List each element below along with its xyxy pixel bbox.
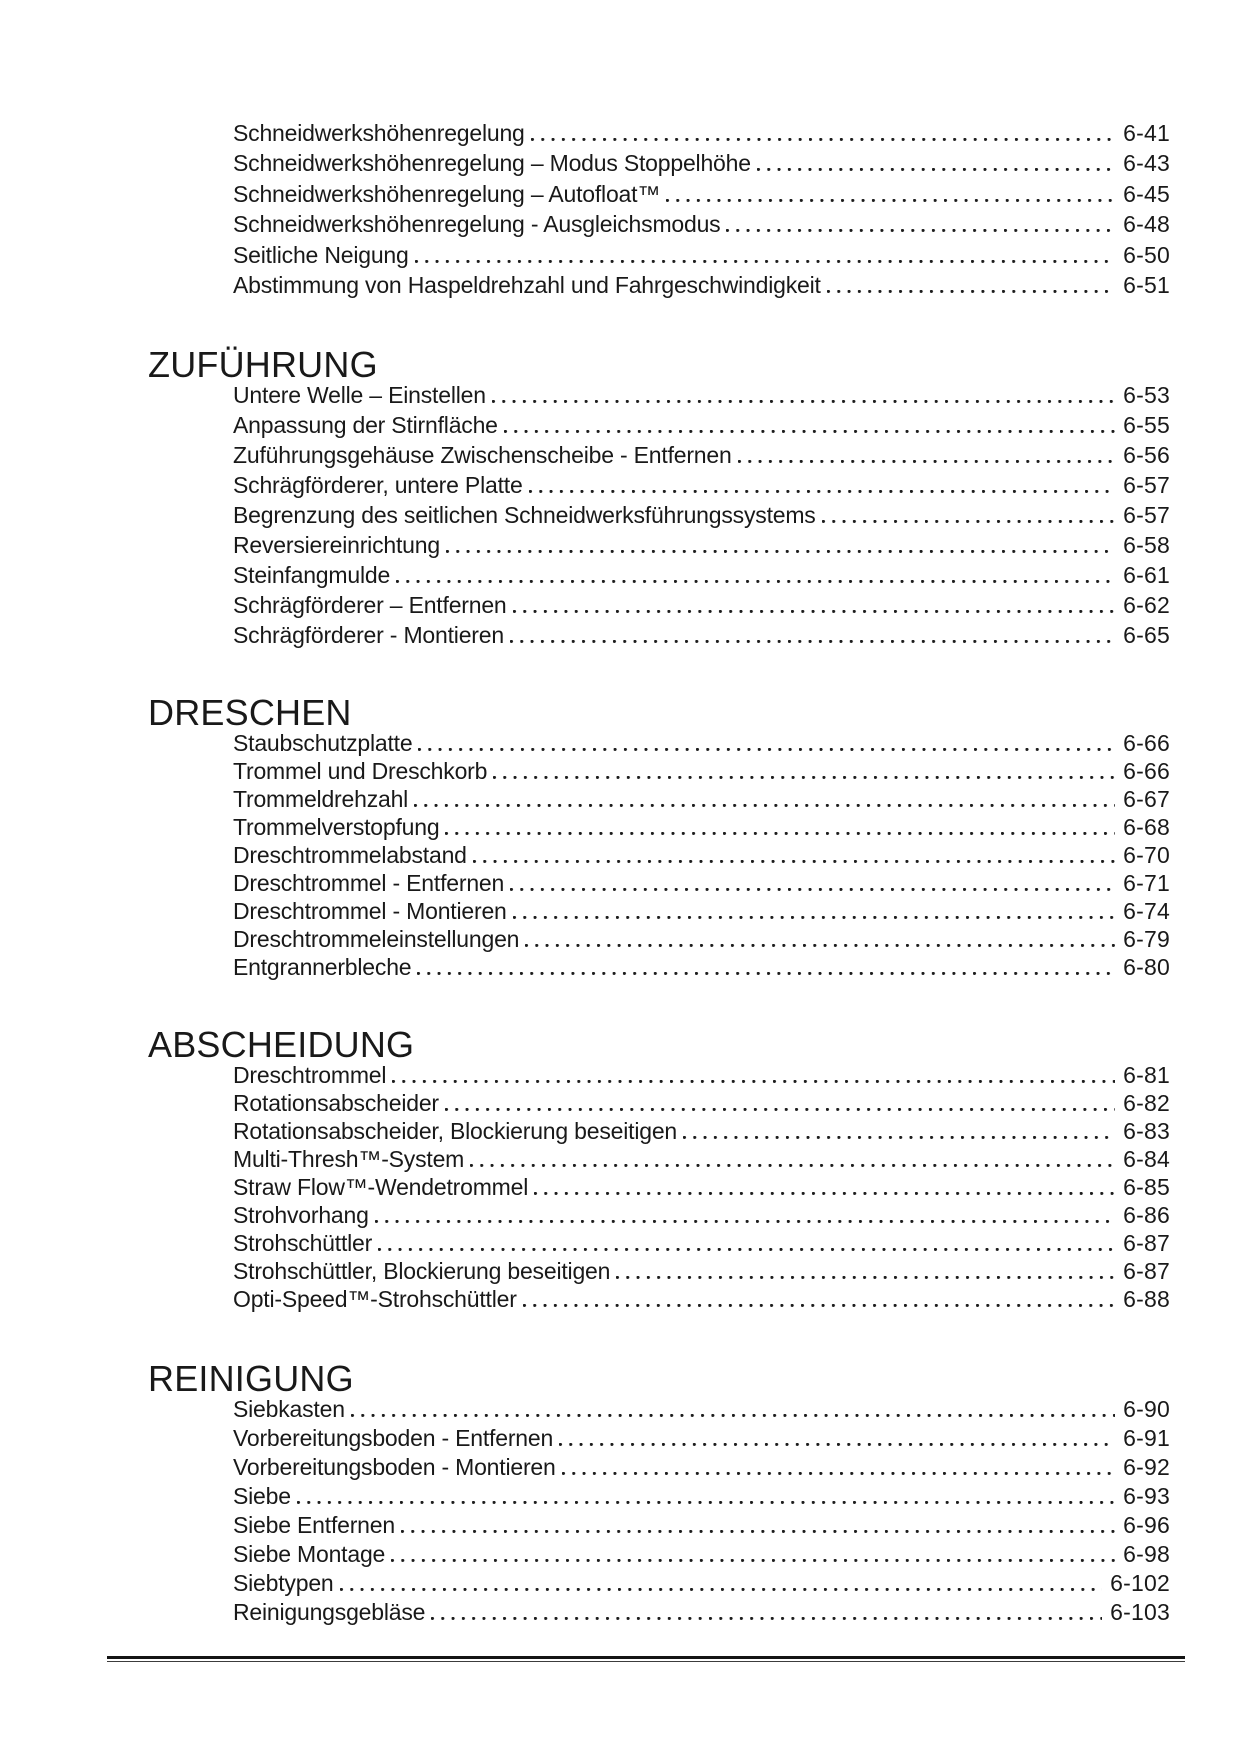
toc-entry [233,1285,1170,1313]
toc-entry [233,1569,1170,1598]
toc-dot-leader [375,1219,1115,1223]
toc-entry-page: 6-83 [1123,1118,1170,1144]
toc-dot-leader [378,1247,1115,1251]
toc-entry-title: Trommelverstopfung [233,814,440,840]
toc-entry-page: 6-45 [1123,180,1170,207]
toc-entry-title: Staubschutzplatte [233,730,413,756]
toc-entry-title: Schneidwerkshöhenregelung [233,120,525,146]
toc-entry-page: 6-84 [1123,1146,1170,1172]
toc-entry-title: Begrenzung des seitlichen Schneidwerksführungssystems [233,502,816,528]
toc-entry-title: Dreschtrommel - Montieren [233,898,507,924]
toc-entry-page: 6-102 [1110,1570,1170,1596]
toc-dot-leader [396,579,1115,583]
toc-entry [233,1395,1170,1424]
toc-entry-title: Multi-Thresh™-System [233,1146,465,1172]
toc-entry [233,729,1170,757]
toc-entry-page: 6-80 [1123,954,1170,980]
toc-entry [233,240,1170,270]
toc-entry-title: Seitliche Neigung [233,241,409,268]
toc-entry [233,1540,1170,1569]
toc-entry-title: Dreschtrommeleinstellungen [233,926,520,952]
toc-entry-title: Entgrannerbleche [233,954,412,980]
toc-dot-leader [827,289,1115,293]
toc-entry-page: 6-82 [1123,1090,1170,1116]
toc-entry [233,590,1170,620]
toc-entry-page: 6-103 [1110,1599,1170,1625]
toc-entry-page: 6-74 [1123,898,1170,924]
toc-entry [233,1511,1170,1540]
toc-dot-leader [431,1616,1102,1620]
toc-entry-page: 6-58 [1123,532,1170,558]
toc-dot-leader [562,1471,1116,1475]
toc-entry [233,1201,1170,1229]
toc-entry-title: Vorbereitungsboden - Entfernen [233,1425,554,1451]
toc-entry-title: Steinfangmulde [233,562,391,588]
toc-entry-title: Dreschtrommel - Entfernen [233,870,505,896]
toc-dot-leader [683,1135,1115,1139]
toc-section-abscheidung-entries [233,1061,1170,1313]
toc-entry-page: 6-91 [1123,1425,1170,1451]
toc-dot-leader [510,639,1115,643]
toc-section-dreschen-entries [233,729,1170,981]
toc-dot-leader [529,489,1116,493]
toc-dot-leader [351,1413,1115,1417]
toc-entry [233,1598,1170,1627]
toc-entry-title: Reinigungsgebläse [233,1599,426,1625]
toc-dot-leader [531,137,1116,141]
toc-entry-page: 6-57 [1123,472,1170,498]
toc-dot-leader [418,747,1115,751]
toc-entry-title: Siebe Montage [233,1541,386,1567]
toc-entry-page: 6-71 [1123,870,1170,896]
toc-section-reinigung-entries [233,1395,1170,1627]
toc-entry [233,925,1170,953]
toc-entry [233,118,1170,148]
toc-dot-leader [559,1442,1115,1446]
toc-entry [233,530,1170,560]
toc-entry [233,1061,1170,1089]
toc-dot-leader [492,399,1115,403]
toc-dot-leader [510,887,1115,891]
toc-entry-page: 6-50 [1123,241,1170,268]
toc-entry-page: 6-48 [1123,211,1170,238]
toc-dot-leader [414,803,1115,807]
toc-entry [233,470,1170,500]
toc-entry-title: Rotationsabscheider, Blockierung beseitigen [233,1118,678,1144]
toc-entry-title: Strohschüttler [233,1230,373,1256]
toc-entry-page: 6-92 [1123,1454,1170,1480]
toc-entry-title: Trommel und Dreschkorb [233,758,488,784]
toc-entry-page: 6-55 [1123,412,1170,438]
toc-dot-leader [513,915,1116,919]
toc-entry-page: 6-88 [1123,1286,1170,1312]
toc-dot-leader [666,198,1115,202]
toc-dot-leader [340,1587,1103,1591]
toc-entry [233,1257,1170,1285]
toc-entry-page: 6-79 [1123,926,1170,952]
toc-entry-page: 6-56 [1123,442,1170,468]
toc-dot-leader [513,609,1116,613]
toc-dot-leader [822,519,1116,523]
toc-dot-leader [401,1529,1115,1533]
toc-entry-title: Schneidwerkshöhenregelung - Ausgleichsmodus [233,211,721,238]
toc-dot-leader [297,1500,1115,1504]
toc-entry-page: 6-68 [1123,814,1170,840]
toc-entry [233,813,1170,841]
toc-section-zufuehrung-entries [233,380,1170,650]
toc-entry-title: Siebe Entfernen [233,1512,395,1538]
toc-dot-leader [473,859,1115,863]
toc-entry [233,1482,1170,1511]
toc-entry [233,560,1170,590]
toc-entry-title: Dreschtrommel [233,1062,387,1088]
toc-entry-page: 6-86 [1123,1202,1170,1228]
toc-entry-page: 6-70 [1123,842,1170,868]
toc-entry-title: Dreschtrommelabstand [233,842,467,868]
toc-entry-page: 6-62 [1123,592,1170,618]
toc-dot-leader [525,943,1115,947]
toc-entry [233,841,1170,869]
toc-dot-leader [445,1107,1115,1111]
toc-dot-leader [738,459,1116,463]
footer-rule [107,1656,1185,1662]
toc-entry-page: 6-61 [1123,562,1170,588]
toc-entry-title: Siebkasten [233,1396,345,1422]
toc-entry [233,148,1170,178]
toc-entry-page: 6-66 [1123,758,1170,784]
toc-dot-leader [757,167,1115,171]
toc-dot-leader [415,259,1116,263]
toc-dot-leader [445,831,1115,835]
toc-entry-title: Rotationsabscheider [233,1090,439,1116]
toc-entry [233,270,1170,300]
section-header-dreschen: DRESCHEN [148,692,352,733]
toc-dot-leader [534,1191,1115,1195]
toc-entry-title: Schrägförderer - Montieren [233,622,504,648]
toc-entry-title: Schrägförderer, untere Platte [233,472,523,498]
toc-entry-page: 6-43 [1123,150,1170,177]
toc-dot-leader [616,1275,1115,1279]
toc-entry-title: Zuführungsgehäuse Zwischenscheibe - Entfernen [233,442,732,468]
toc-entry [233,757,1170,785]
toc-entry [233,1089,1170,1117]
toc-entry-title: Reversiereinrichtung [233,532,440,558]
toc-entry-title: Abstimmung von Haspeldrehzahl und Fahrgeschwindigkeit [233,272,821,299]
toc-entry-title: Straw Flow™-Wendetrommel [233,1174,529,1200]
toc-entry [233,897,1170,925]
section-header-zufuehrung: ZUFÜHRUNG [148,344,378,385]
toc-dot-leader [493,775,1115,779]
toc-entry-page: 6-65 [1123,622,1170,648]
toc-entry-page: 6-57 [1123,502,1170,528]
toc-entry-page: 6-41 [1123,120,1170,146]
toc-entry-page: 6-67 [1123,786,1170,812]
toc-entry [233,1424,1170,1453]
toc-entry-page: 6-98 [1123,1541,1170,1567]
toc-entry-page: 6-66 [1123,730,1170,756]
toc-entry-title: Siebe [233,1483,291,1509]
toc-entry-page: 6-90 [1123,1396,1170,1422]
toc-entry [233,410,1170,440]
toc-entry-title: Strohvorhang [233,1202,369,1228]
toc-entry-page: 6-87 [1123,1258,1170,1284]
toc-entry [233,440,1170,470]
toc-entry [233,1145,1170,1173]
toc-entry-page: 6-51 [1123,272,1170,299]
toc-entry-title: Schrägförderer – Entfernen [233,592,507,618]
toc-entry [233,1117,1170,1145]
toc-dot-leader [391,1558,1115,1562]
toc-entry [233,1229,1170,1257]
toc-entry-page: 6-81 [1123,1062,1170,1088]
toc-entry [233,1453,1170,1482]
toc-entry-page: 6-96 [1123,1512,1170,1538]
section-header-reinigung: REINIGUNG [148,1358,354,1399]
toc-entry [233,1173,1170,1201]
toc-entry-page: 6-85 [1123,1174,1170,1200]
toc-entry [233,380,1170,410]
toc-entry-page: 6-53 [1123,382,1170,408]
toc-entry-page: 6-93 [1123,1483,1170,1509]
toc-dot-leader [504,429,1115,433]
toc-entry [233,620,1170,650]
toc-entry-title: Vorbereitungsboden - Montieren [233,1454,556,1480]
toc-entry-title: Trommeldrehzahl [233,786,409,812]
toc-entry [233,179,1170,209]
toc-dot-leader [446,549,1115,553]
toc-dot-leader [417,971,1115,975]
toc-entry-title: Untere Welle – Einstellen [233,382,486,408]
toc-entry [233,869,1170,897]
toc-dot-leader [392,1079,1115,1083]
toc-entry-title: Schneidwerkshöhenregelung – Autofloat™ [233,180,661,207]
toc-dot-leader [726,228,1115,232]
toc-entry-title: Anpassung der Stirnfläche [233,412,498,438]
toc-continuation-entries [233,118,1170,300]
toc-dot-leader [523,1303,1115,1307]
toc-entry-title: Opti-Speed™-Strohschüttler [233,1286,517,1312]
toc-entry-title: Siebtypen [233,1570,334,1596]
toc-entry [233,209,1170,239]
toc-entry-title: Schneidwerkshöhenregelung – Modus Stoppelhöhe [233,150,751,177]
section-header-abscheidung: ABSCHEIDUNG [148,1024,415,1065]
toc-entry [233,953,1170,981]
toc-entry [233,500,1170,530]
toc-entry-title: Strohschüttler, Blockierung beseitigen [233,1258,611,1284]
toc-entry [233,785,1170,813]
toc-dot-leader [470,1163,1115,1167]
toc-entry-page: 6-87 [1123,1230,1170,1256]
